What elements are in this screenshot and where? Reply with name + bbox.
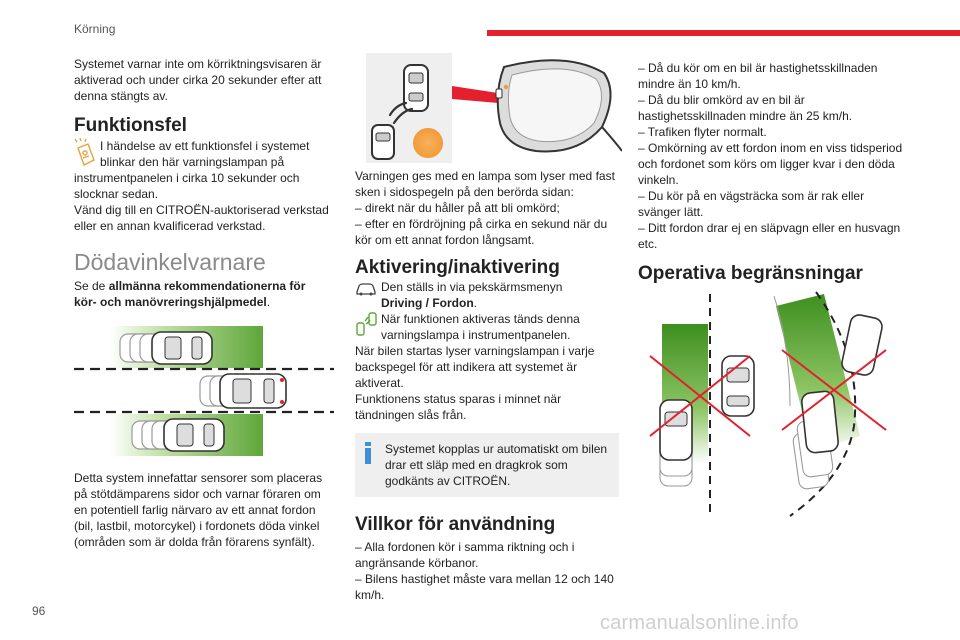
blind-spot-lamp-icon bbox=[355, 311, 379, 337]
page-number: 96 bbox=[32, 604, 46, 618]
condition-item: – Du kör på en vägsträcka som är rak eller svänger lätt. bbox=[638, 189, 865, 219]
condition-item: – Trafiken flyter normalt. bbox=[638, 125, 767, 139]
info-icon bbox=[365, 442, 371, 464]
car-icon bbox=[164, 419, 224, 451]
heading-funktionsfel: Funktionsfel bbox=[74, 115, 187, 136]
condition-item: – Omkörning av ett fordon inom en viss tidsperiod och fordonet som körs om ligger kvar i den döda vinkeln. bbox=[638, 141, 903, 187]
lamp-paragraph: När funktionen aktiveras tänds denna varningslampa i instrumentpanelen. bbox=[355, 311, 619, 343]
heading-aktivering: Aktivering/inaktivering bbox=[355, 257, 560, 278]
menu-paragraph: Den ställs in via pekskärmsmenyn Driving / Fordon. bbox=[355, 279, 619, 311]
operational-limits-illustration bbox=[640, 286, 900, 520]
heading-dodavinkelvarnare: Dödavinkelvarnare bbox=[74, 249, 266, 275]
car-icon bbox=[220, 374, 286, 408]
condition-item: – Alla fordonen kör i samma riktning och i angränsande körbanor. bbox=[355, 540, 575, 570]
car-menu-icon bbox=[355, 281, 377, 297]
heading-operativa: Operativa begränsningar bbox=[638, 263, 863, 284]
blind-spot-illustration bbox=[70, 322, 338, 458]
info-note: Systemet kopplas ur automatiskt om bilen drar ett släp med en dragkrok som godkänts av CITROËN. bbox=[355, 433, 619, 497]
bullet-item: – efter en fördröjning på cirka en sekund när du kör om ett annat fordon långsamt. bbox=[355, 217, 608, 247]
system-description: Detta system innefattar sensorer som placeras på stötdämparens sidor och varnar föraren om en potentiell farlig närvaro av ett annat fordon (bil, lastbil, motorcykel) i fordonets döda vinkel (områden som är dolda från förarens synfält). bbox=[74, 471, 323, 549]
heading-villkor: Villkor för användning bbox=[355, 514, 556, 535]
warning-light-glow bbox=[413, 128, 443, 158]
bullet-item: – direkt när du håller på att bli omkörd; bbox=[355, 201, 560, 215]
car-icon bbox=[152, 332, 212, 364]
section-title: Körning bbox=[74, 22, 116, 36]
warning-lamp-text: Varningen ges med en lampa som lyser med fast sken i sidospegeln på den berörda sidan: bbox=[355, 169, 615, 199]
condition-item: – Bilens hastighet måste vara mellan 12 och 140 km/h. bbox=[355, 572, 614, 602]
car-icon bbox=[840, 313, 883, 376]
header-accent-bar bbox=[487, 30, 960, 36]
funktionsfel-workshop: Vänd dig till en CITROËN-auktoriserad verkstad eller en annan kvalificerad verkstad. bbox=[74, 203, 329, 233]
see-recommendations: Se de allmänna rekommendationerna för kör- och manövreringshjälpmedel. bbox=[74, 279, 306, 309]
car-icon bbox=[372, 125, 394, 159]
car-icon bbox=[660, 400, 692, 460]
start-text: När bilen startas lyser varningslampan i varje backspegel för att indikera att systemet är aktiverat. bbox=[355, 344, 595, 390]
car-icon bbox=[404, 65, 428, 111]
warning-lamp-icon bbox=[74, 138, 96, 168]
intro-paragraph: Systemet varnar inte om körriktningsvisaren är aktiverad och under cirka 20 sekunder efter att denna stängts av. bbox=[74, 57, 322, 103]
status-text: Funktionens status sparas i minnet när tändningen slås från. bbox=[355, 392, 562, 422]
condition-item: – Ditt fordon drar ej en släpvagn eller en husvagn etc. bbox=[638, 221, 901, 251]
funktionsfel-paragraph: I händelse av ett funktionsfel i systemet blinkar den här varningslampan på instrumentpanelen i cirka 10 sekunder och slocknar sedan. bbox=[74, 139, 310, 201]
column-1 bbox=[74, 56, 330, 310]
watermark: carmanualsonline.info bbox=[600, 612, 799, 634]
condition-item: – Då du kör om en bil är hastighetsskillnaden mindre än 10 km/h. bbox=[638, 61, 878, 91]
condition-item: – Då du blir omkörd av en bil är hastighetsskillnaden mindre än 25 km/h. bbox=[638, 93, 853, 123]
pointer-arrow bbox=[452, 86, 498, 103]
column-2 bbox=[355, 168, 619, 603]
side-mirror-illustration bbox=[366, 53, 622, 163]
column-3 bbox=[638, 60, 906, 282]
